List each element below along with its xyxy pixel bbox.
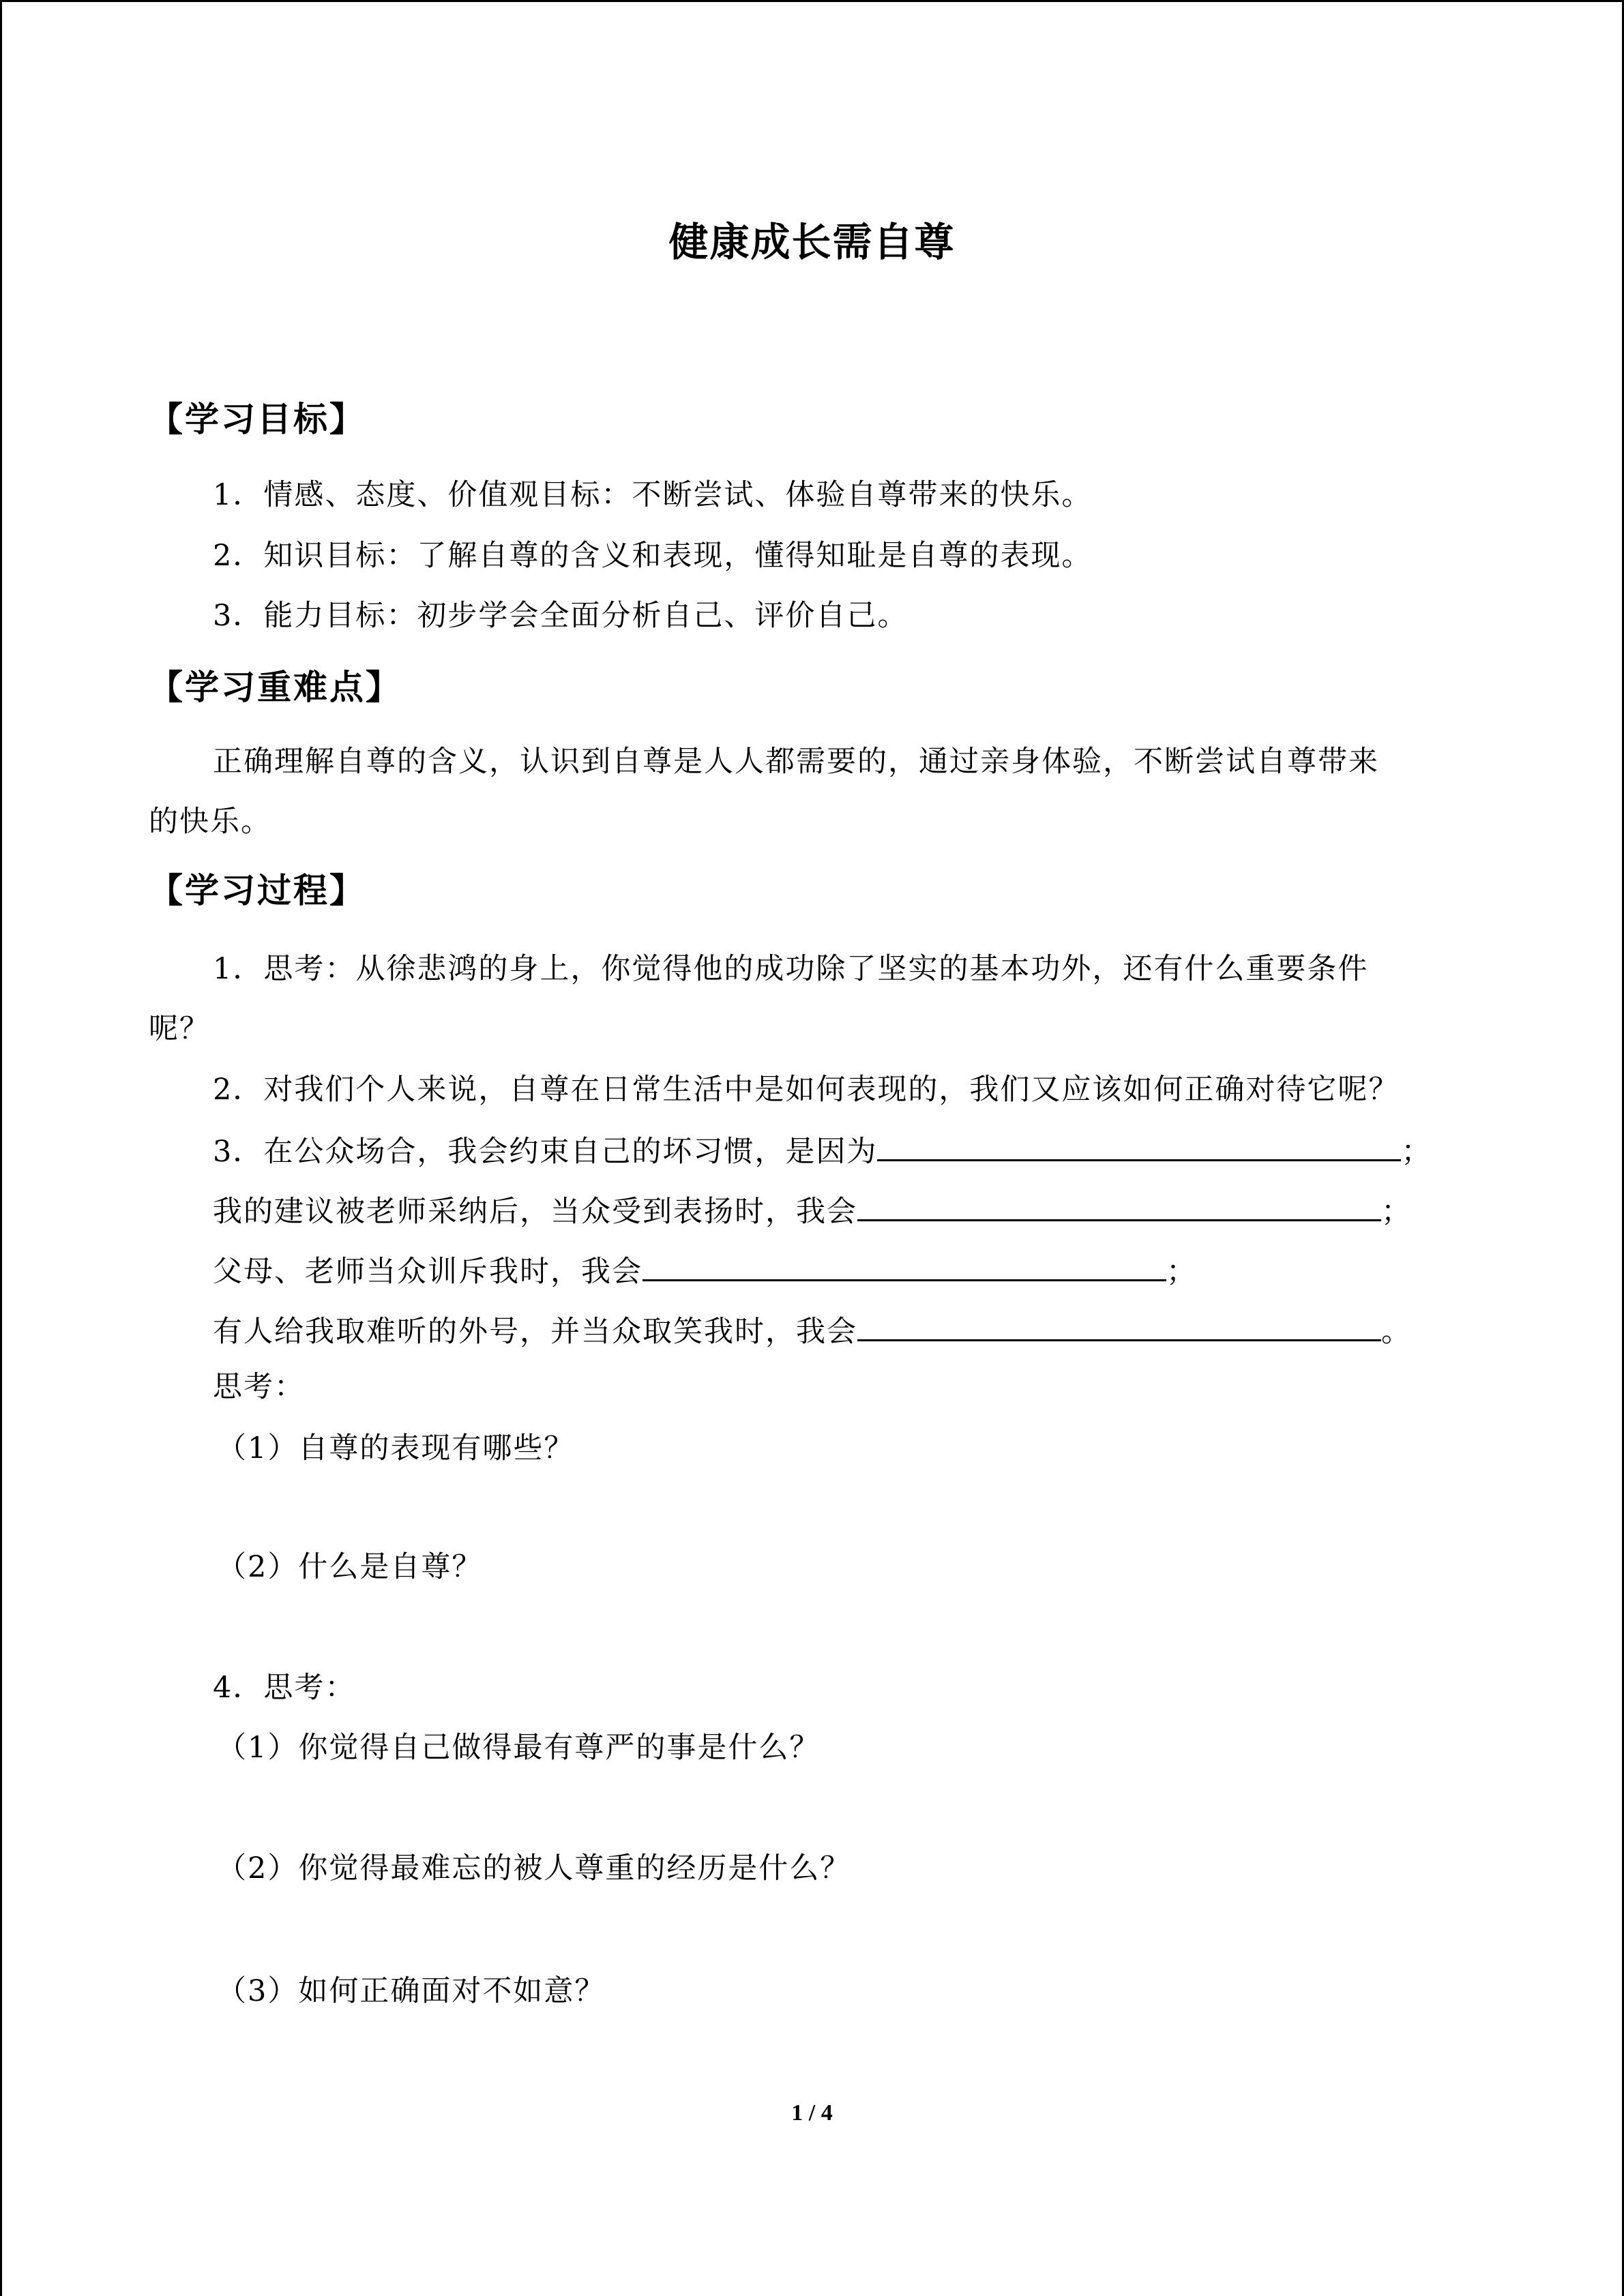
fill-in-prompt-4-end: 。 xyxy=(1381,1315,1412,1349)
fill-in-prompt-1-end: ； xyxy=(1401,1135,1432,1169)
fill-in-prompt-1-text: 3．在公众场合，我会约束自己的坏习惯，是因为 xyxy=(213,1135,878,1169)
think-question-1: （1）自尊的表现有哪些？ xyxy=(217,1431,575,1465)
key-points-line-1: 正确理解自尊的含义，认识到自尊是人人都需要的，通过亲身体验，不断尝试自尊带来 xyxy=(213,745,1379,779)
question-4-sub-3: （3）如何正确面对不如意？ xyxy=(217,1974,606,2008)
objective-item-2: 2．知识目标：了解自尊的含义和表现，懂得知耻是自尊的表现。 xyxy=(213,539,1093,573)
fill-in-blank-1[interactable] xyxy=(877,1129,1401,1161)
fill-in-prompt-3-text: 父母、老师当众训斥我时，我会 xyxy=(213,1255,643,1289)
fill-in-prompt-3-end: ； xyxy=(1166,1255,1197,1289)
fill-in-blank-2[interactable] xyxy=(857,1189,1381,1221)
section-heading-process: 【学习过程】 xyxy=(149,871,366,910)
page-number: 1 / 4 xyxy=(791,2100,833,2126)
fill-in-prompt-3 xyxy=(213,1249,1197,1292)
fill-in-prompt-2-text: 我的建议被老师采纳后，当众受到表扬时，我会 xyxy=(213,1195,857,1229)
question-1-line-2: 呢？ xyxy=(149,1012,210,1046)
question-4-label: 4．思考： xyxy=(213,1671,356,1705)
fill-in-prompt-4 xyxy=(213,1309,1412,1352)
fill-in-blank-3[interactable] xyxy=(643,1249,1166,1281)
document-title: 健康成长需自尊 xyxy=(668,219,956,265)
fill-in-prompt-2-end: ； xyxy=(1381,1195,1412,1229)
objective-item-1: 1．情感、态度、价值观目标：不断尝试、体验自尊带来的快乐。 xyxy=(213,478,1093,512)
section-heading-objectives: 【学习目标】 xyxy=(149,400,366,439)
fill-in-prompt-1 xyxy=(213,1129,1432,1172)
think-label: 思考： xyxy=(213,1370,305,1404)
fill-in-prompt-2 xyxy=(213,1189,1412,1232)
objective-item-3: 3．能力目标：初步学会全面分析自己、评价自己。 xyxy=(213,599,909,633)
question-1-line-1: 1．思考：从徐悲鸿的身上，你觉得他的成功除了坚实的基本功外，还有什么重要条件 xyxy=(213,952,1369,986)
section-heading-key-points: 【学习重难点】 xyxy=(149,668,402,707)
question-4-sub-2: （2）你觉得最难忘的被人尊重的经历是什么？ xyxy=(217,1851,851,1885)
key-points-line-2: 的快乐。 xyxy=(149,805,271,839)
question-4-sub-1: （1）你觉得自己做得最有尊严的事是什么？ xyxy=(217,1731,821,1765)
fill-in-blank-4[interactable] xyxy=(857,1309,1381,1341)
fill-in-prompt-4-text: 有人给我取难听的外号，并当众取笑我时，我会 xyxy=(213,1315,857,1349)
question-2: 2．对我们个人来说，自尊在日常生活中是如何表现的，我们又应该如何正确对待它呢？ xyxy=(213,1073,1400,1107)
think-question-2: （2）什么是自尊？ xyxy=(217,1550,483,1584)
